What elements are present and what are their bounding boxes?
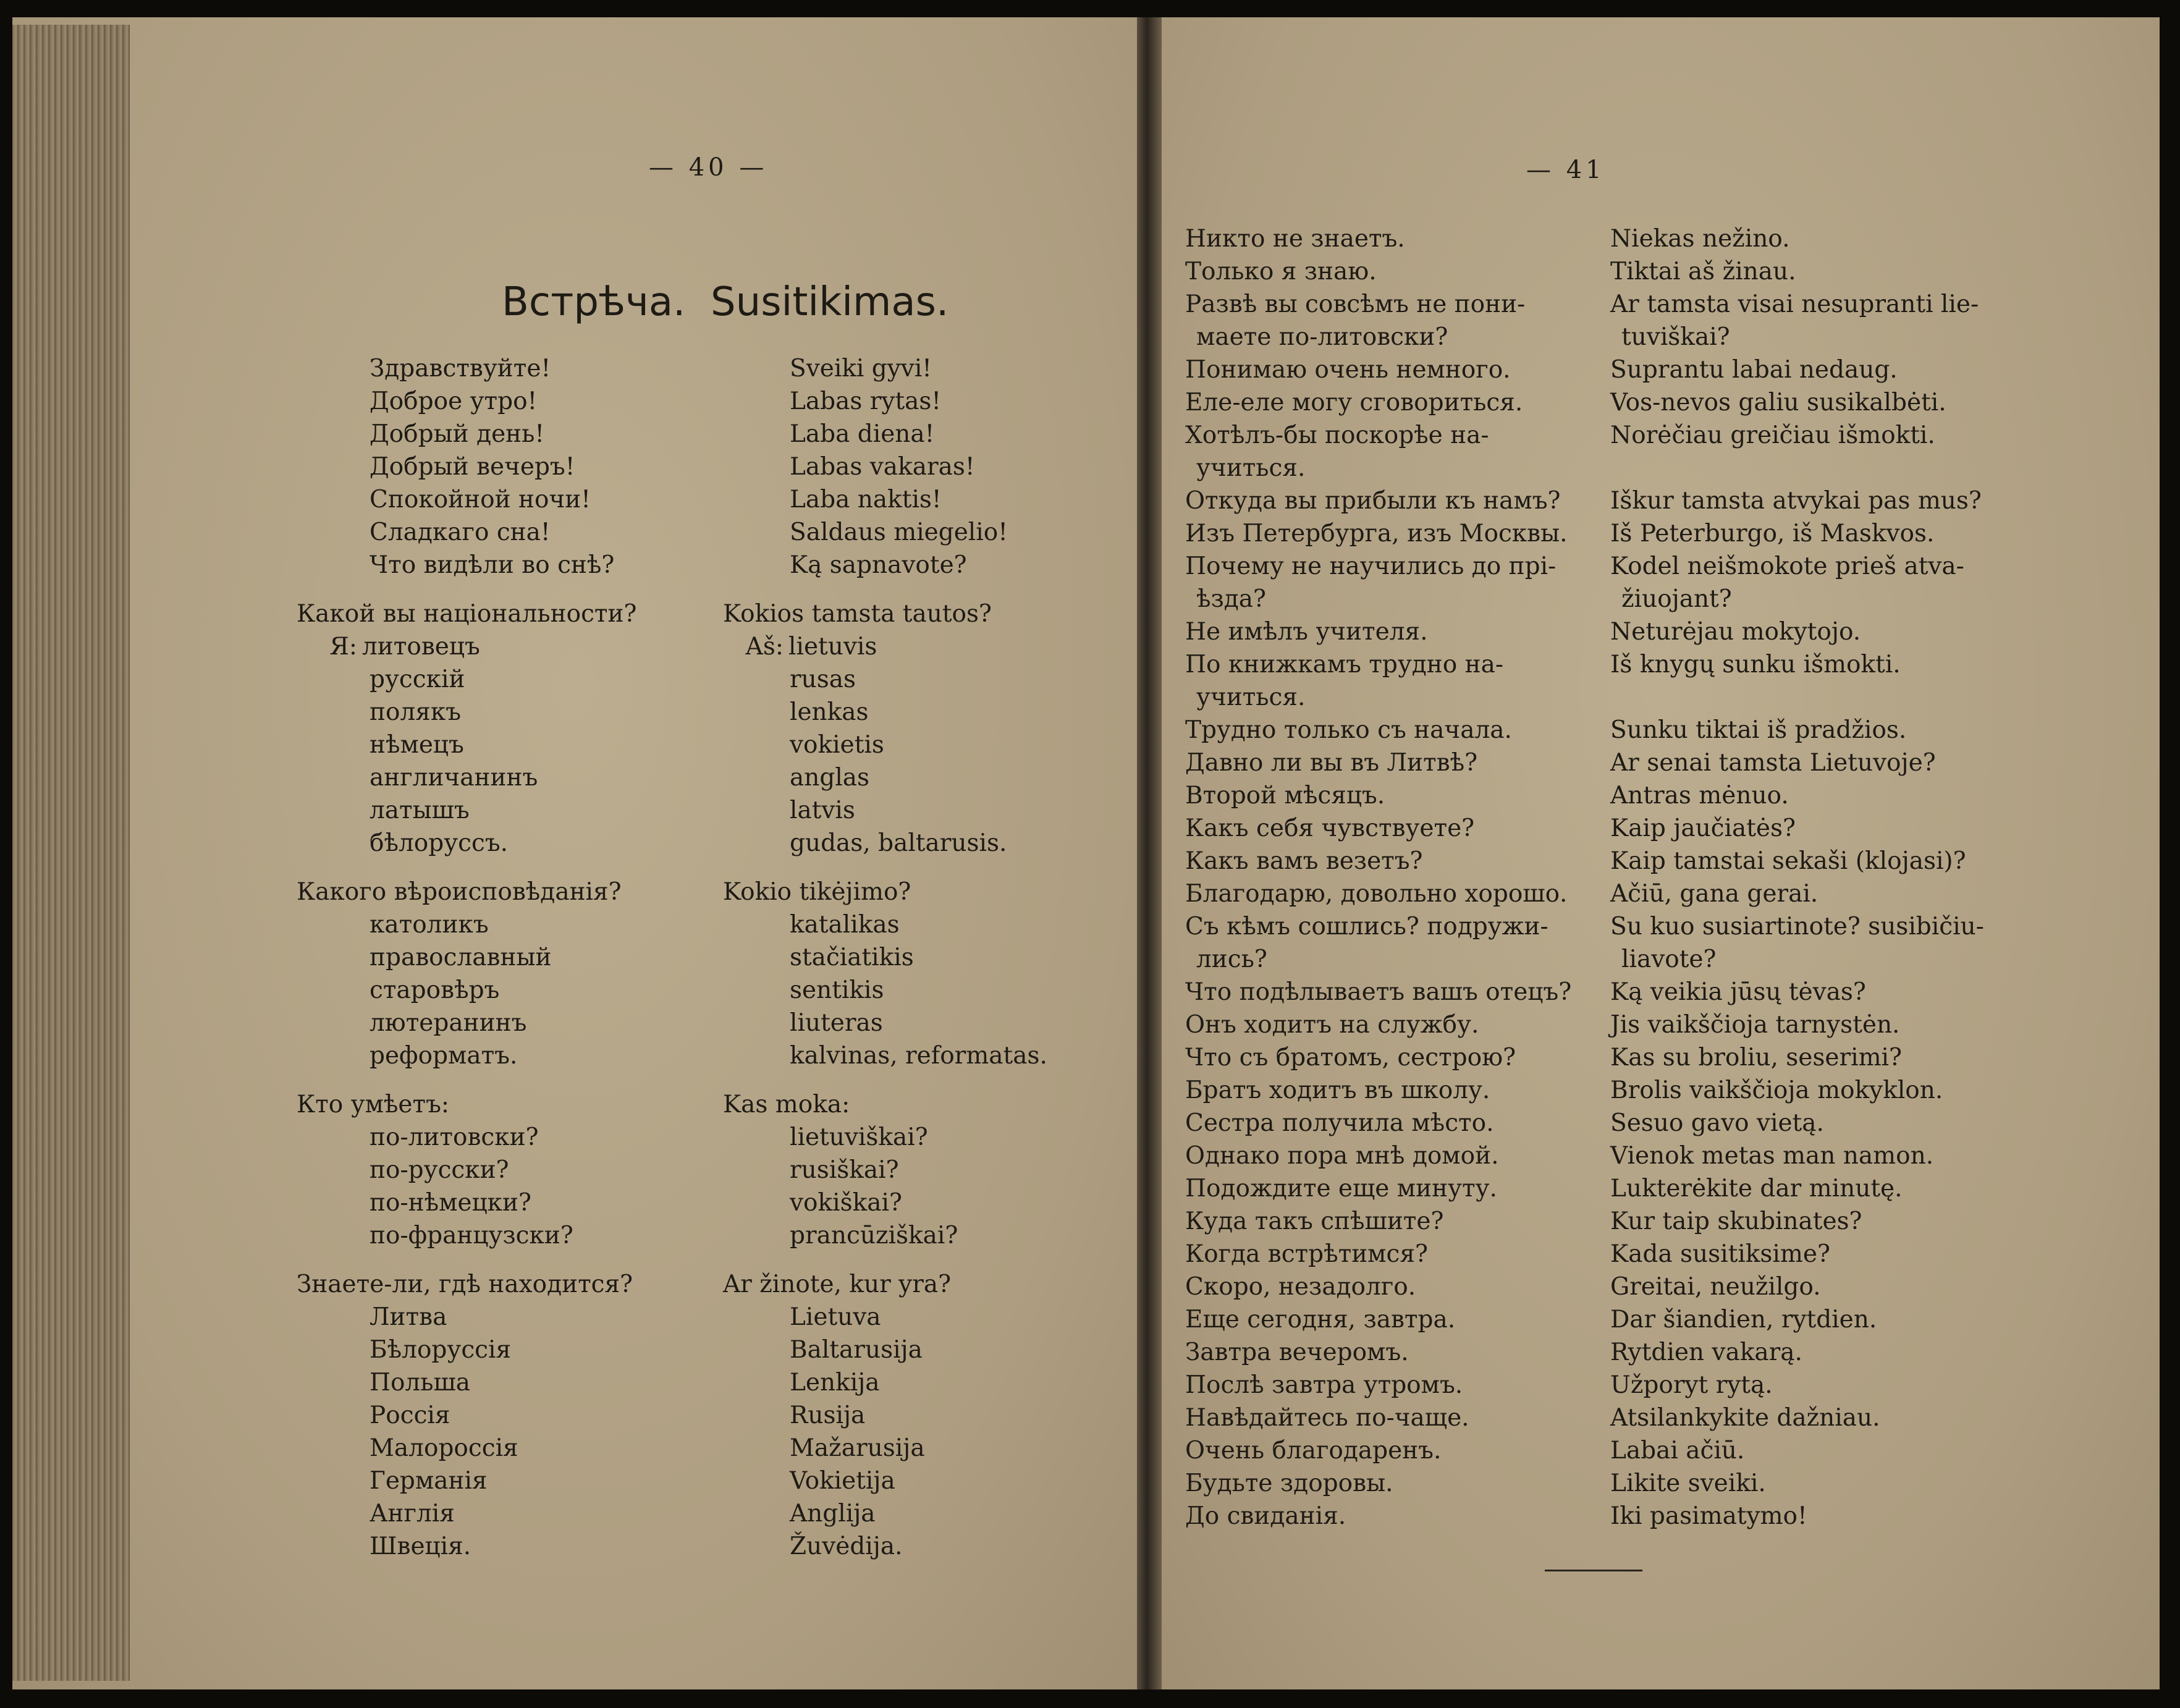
list-item: anglas [790, 764, 870, 792]
list-item: gudas, baltarusis. [790, 829, 1007, 857]
list-item: латышъ [370, 797, 470, 824]
text-line: Только я знаю. [1185, 258, 1377, 285]
list-item: русскій [370, 666, 465, 693]
list-item: Labas rytas! [790, 387, 942, 415]
section-title-ru: Встрѣча. [502, 279, 686, 325]
text-line: Понимаю очень немного. [1185, 356, 1511, 384]
list-item: Сладкаго сна! [370, 518, 551, 546]
text-line: Онъ ходитъ на службу. [1185, 1011, 1479, 1039]
list-item: бѣлоруссъ. [370, 829, 509, 857]
text-line: По книжкамъ трудно на- [1185, 651, 1504, 679]
list-item: katalikas [790, 911, 900, 939]
list-item: Aš: lietuvis [723, 630, 1047, 663]
text-line: Благодарю, довольно хорошо. [1185, 880, 1568, 908]
page-edges [12, 25, 130, 1681]
text-line: Навѣдайтесь по-чаще. [1185, 1404, 1469, 1432]
book-gutter [1137, 17, 1162, 1689]
list-item: kalvinas, reformatas. [790, 1042, 1047, 1070]
list-item: Saldaus miegelio! [790, 518, 1008, 546]
section-title-lt: Susitikimas. [711, 279, 949, 325]
text-line: Antras mėnuo. [1610, 782, 1789, 810]
russian-column-right [1185, 222, 1571, 1533]
list-item: vokietis [790, 731, 884, 759]
text-line [1610, 681, 1984, 714]
text-line: Suprantu labai nedaug. [1610, 356, 1898, 384]
text-line: Iš knygų sunku išmokti. [1610, 651, 1901, 679]
text-line: ѣзда? [1196, 585, 1266, 613]
text-line: Скоро, незадолго. [1185, 1273, 1416, 1301]
list-item: lenkas [790, 698, 869, 726]
list-item: реформатъ. [370, 1042, 518, 1070]
text-line: Kodel neišmokote prieš atva- [1610, 552, 1964, 580]
page-number-right: — 41 [1526, 156, 1605, 184]
text-line: Tiktai aš žinau. [1610, 258, 1796, 285]
text-line: Atsilankykite dažniau. [1610, 1404, 1880, 1432]
text-line: Не имѣлъ учителя. [1185, 618, 1428, 646]
text-line: Завтра вечеромъ. [1185, 1338, 1409, 1366]
question-heading: Какой вы національности? [297, 600, 637, 628]
text-line: Jis vaikščioja tarnystėn. [1610, 1011, 1900, 1039]
list-item: liuteras [790, 1009, 883, 1037]
russian-column [297, 352, 636, 1563]
text-line: Куда такъ спѣшите? [1185, 1207, 1444, 1235]
text-line: Greitai, neužilgo. [1610, 1273, 1821, 1301]
text-line: Трудно только съ начала. [1185, 716, 1512, 744]
text-line: учиться. [1196, 454, 1306, 482]
list-item: lietuviškai? [790, 1123, 928, 1151]
list-item: Что видѣли во снѣ? [370, 551, 615, 579]
text-line: Sesuo gavo vietą. [1610, 1109, 1824, 1137]
list-item: sentikis [790, 976, 884, 1004]
list-item: prancūziškai? [790, 1222, 958, 1249]
list-item: Здравствуйте! [370, 355, 551, 383]
text-line: liavote? [1621, 945, 1717, 973]
text-line: Dar šiandien, rytdien. [1610, 1306, 1877, 1334]
text-line: До свиданія. [1185, 1502, 1346, 1530]
text-line: Niekas nežino. [1610, 225, 1790, 253]
text-line: Что съ братомъ, сестрою? [1185, 1044, 1516, 1072]
end-rule [1545, 1570, 1642, 1571]
text-line: Ar senai tamsta Lietuvoje? [1610, 749, 1936, 777]
list-item: Спокойной ночи! [370, 486, 591, 514]
text-line: Никто не знаетъ. [1185, 225, 1405, 253]
text-line: Vienok metas man namon. [1610, 1142, 1934, 1170]
text-line: Подождите еще минуту. [1185, 1175, 1497, 1203]
list-item: по-нѣмецки? [370, 1189, 531, 1217]
list-item: Vokietija [790, 1467, 895, 1495]
text-line: Еще сегодня, завтра. [1185, 1306, 1456, 1334]
text-line: Какъ вамъ везетъ? [1185, 847, 1423, 875]
lithuanian-column [723, 352, 1047, 1563]
question-heading: Кто умѣетъ: [297, 1091, 450, 1118]
text-line: Likite sveiki. [1610, 1469, 1766, 1497]
text-line: Užporyt rytą. [1610, 1371, 1773, 1399]
list-item: Добрый вечеръ! [370, 453, 575, 481]
text-line: Iš Peterburgo, iš Maskvos. [1610, 520, 1935, 547]
text-line: Kada susitiksime? [1610, 1240, 1830, 1268]
text-line: Будьте здоровы. [1185, 1469, 1393, 1497]
text-line: Второй мѣсяцъ. [1185, 782, 1385, 810]
text-line: Labai ačiū. [1610, 1437, 1745, 1465]
text-line: Сестра получила мѣсто. [1185, 1109, 1494, 1137]
text-line: Когда встрѣтимся? [1185, 1240, 1428, 1268]
list-item: Россія [370, 1401, 450, 1429]
list-item: Anglija [790, 1500, 876, 1528]
text-line: Однако пора мнѣ домой. [1185, 1142, 1499, 1170]
text-line: Съ кѣмъ сошлись? подружи- [1185, 913, 1548, 941]
text-line: Norėčiau greičiau išmokti. [1610, 421, 1935, 449]
text-line: Lukterėkite dar minutę. [1610, 1175, 1903, 1203]
list-item: latvis [790, 797, 855, 824]
text-line: Rytdien vakarą. [1610, 1338, 1802, 1366]
list-item: Доброе утро! [370, 387, 538, 415]
text-line: Su kuo susiartinote? susibičiu- [1610, 913, 1984, 941]
text-line: Ačiū, gana gerai. [1610, 880, 1819, 908]
list-item: Rusija [790, 1401, 866, 1429]
prefix-label: Aš: [745, 633, 784, 661]
text-line: Давно ли вы въ Литвѣ? [1185, 749, 1478, 777]
text-line: Kaip tamstai sekaši (klojasi)? [1610, 847, 1966, 875]
text-line: žiuojant? [1621, 585, 1732, 613]
text-line: Хотѣлъ-бы поскорѣе на- [1185, 421, 1489, 449]
list-item: Польша [370, 1369, 471, 1397]
text-line: Изъ Петербурга, изъ Москвы. [1185, 520, 1568, 547]
question-heading: Знаете-ли, гдѣ находится? [297, 1270, 633, 1298]
list-item: Lietuva [790, 1303, 881, 1331]
list-item: Бѣлоруссія [370, 1336, 512, 1364]
list-item: Малороссія [370, 1434, 518, 1462]
list-item: нѣмецъ [370, 731, 464, 759]
text-line: Vos-nevos galiu susikalbėti. [1610, 389, 1946, 416]
list-item: Laba diena! [790, 420, 935, 448]
list-item: по-литовски? [370, 1123, 539, 1151]
list-item: Я: литовецъ [297, 630, 636, 663]
text-line: Sunku tiktai iš pradžios. [1610, 716, 1907, 744]
text-line: Братъ ходитъ въ школу. [1185, 1076, 1490, 1104]
text-line: Kur taip skubinates? [1610, 1207, 1862, 1235]
text-line: Neturėjau mokytojo. [1610, 618, 1861, 646]
list-item: Lenkija [790, 1369, 880, 1397]
text-line: Kas su broliu, seserimi? [1610, 1044, 1902, 1072]
list-item: Žuvėdija. [790, 1533, 903, 1560]
text-line: Развѣ вы совсѣмъ не пони- [1185, 290, 1526, 318]
list-item: rusas [790, 666, 856, 693]
list-item: Литва [370, 1303, 447, 1331]
question-heading: Ar žinote, kur yra? [723, 1270, 951, 1298]
text-line: Какъ себя чувствуете? [1185, 814, 1475, 842]
text-line: учиться. [1196, 683, 1306, 711]
text-line: Iki pasimatymo! [1610, 1502, 1807, 1530]
list-item: Добрый день! [370, 420, 545, 448]
list-item: Labas vakaras! [790, 453, 975, 481]
text-line: Ar tamsta visai nesupranti lie- [1610, 290, 1979, 318]
list-item: лютеранинъ [370, 1009, 527, 1037]
text-line: Iškur tamsta atvykai pas mus? [1610, 487, 1982, 515]
list-item: rusiškai? [790, 1156, 899, 1184]
list-item: по-русски? [370, 1156, 509, 1184]
list-item: Baltarusija [790, 1336, 923, 1364]
text-line: Послѣ завтра утромъ. [1185, 1371, 1463, 1399]
list-item: православный [370, 944, 552, 971]
list-item: Германія [370, 1467, 488, 1495]
list-item: полякъ [370, 698, 462, 726]
list-item: англичанинъ [370, 764, 538, 792]
question-heading: Kas moka: [723, 1091, 850, 1118]
text-line [1610, 452, 1984, 484]
list-item: Sveiki gyvi! [790, 355, 932, 383]
question-heading: Какого вѣроисповѣданія? [297, 878, 622, 906]
text-line: маете по-литовски? [1196, 323, 1448, 351]
list-item: по-французски? [370, 1222, 573, 1249]
text-line: Откуда вы прибыли къ намъ? [1185, 487, 1561, 515]
text-line: Очень благодаренъ. [1185, 1437, 1442, 1465]
text-line: Ką veikia jūsų tėvas? [1610, 978, 1866, 1006]
list-item: старовѣръ [370, 976, 500, 1004]
text-line: Еле-еле могу сговориться. [1185, 389, 1523, 416]
text-line: Kaip jaučiatės? [1610, 814, 1796, 842]
prefix-label: Я: [329, 633, 357, 661]
question-heading: Kokio tikėjimo? [723, 878, 911, 906]
list-item: vokiškai? [790, 1189, 902, 1217]
list-item: Швеція. [370, 1533, 471, 1560]
list-item: Mažarusija [790, 1434, 925, 1462]
list-item: Ką sapnavote? [790, 551, 967, 579]
list-item: stačiatikis [790, 944, 914, 971]
page-number-left: — 40 — [649, 153, 768, 182]
list-item: Англія [370, 1500, 455, 1528]
text-line: лись? [1196, 945, 1267, 973]
list-item: Laba naktis! [790, 486, 942, 514]
text-line: Что подѣлываетъ вашъ отецъ? [1185, 978, 1572, 1006]
list-item: католикъ [370, 911, 489, 939]
text-line: Почему не научились до прі- [1185, 552, 1557, 580]
text-line: tuviškai? [1621, 323, 1730, 351]
text-line: Brolis vaikščioja mokyklon. [1610, 1076, 1943, 1104]
question-heading: Kokios tamsta tautos? [723, 600, 992, 628]
lithuanian-column-right [1610, 222, 1984, 1533]
